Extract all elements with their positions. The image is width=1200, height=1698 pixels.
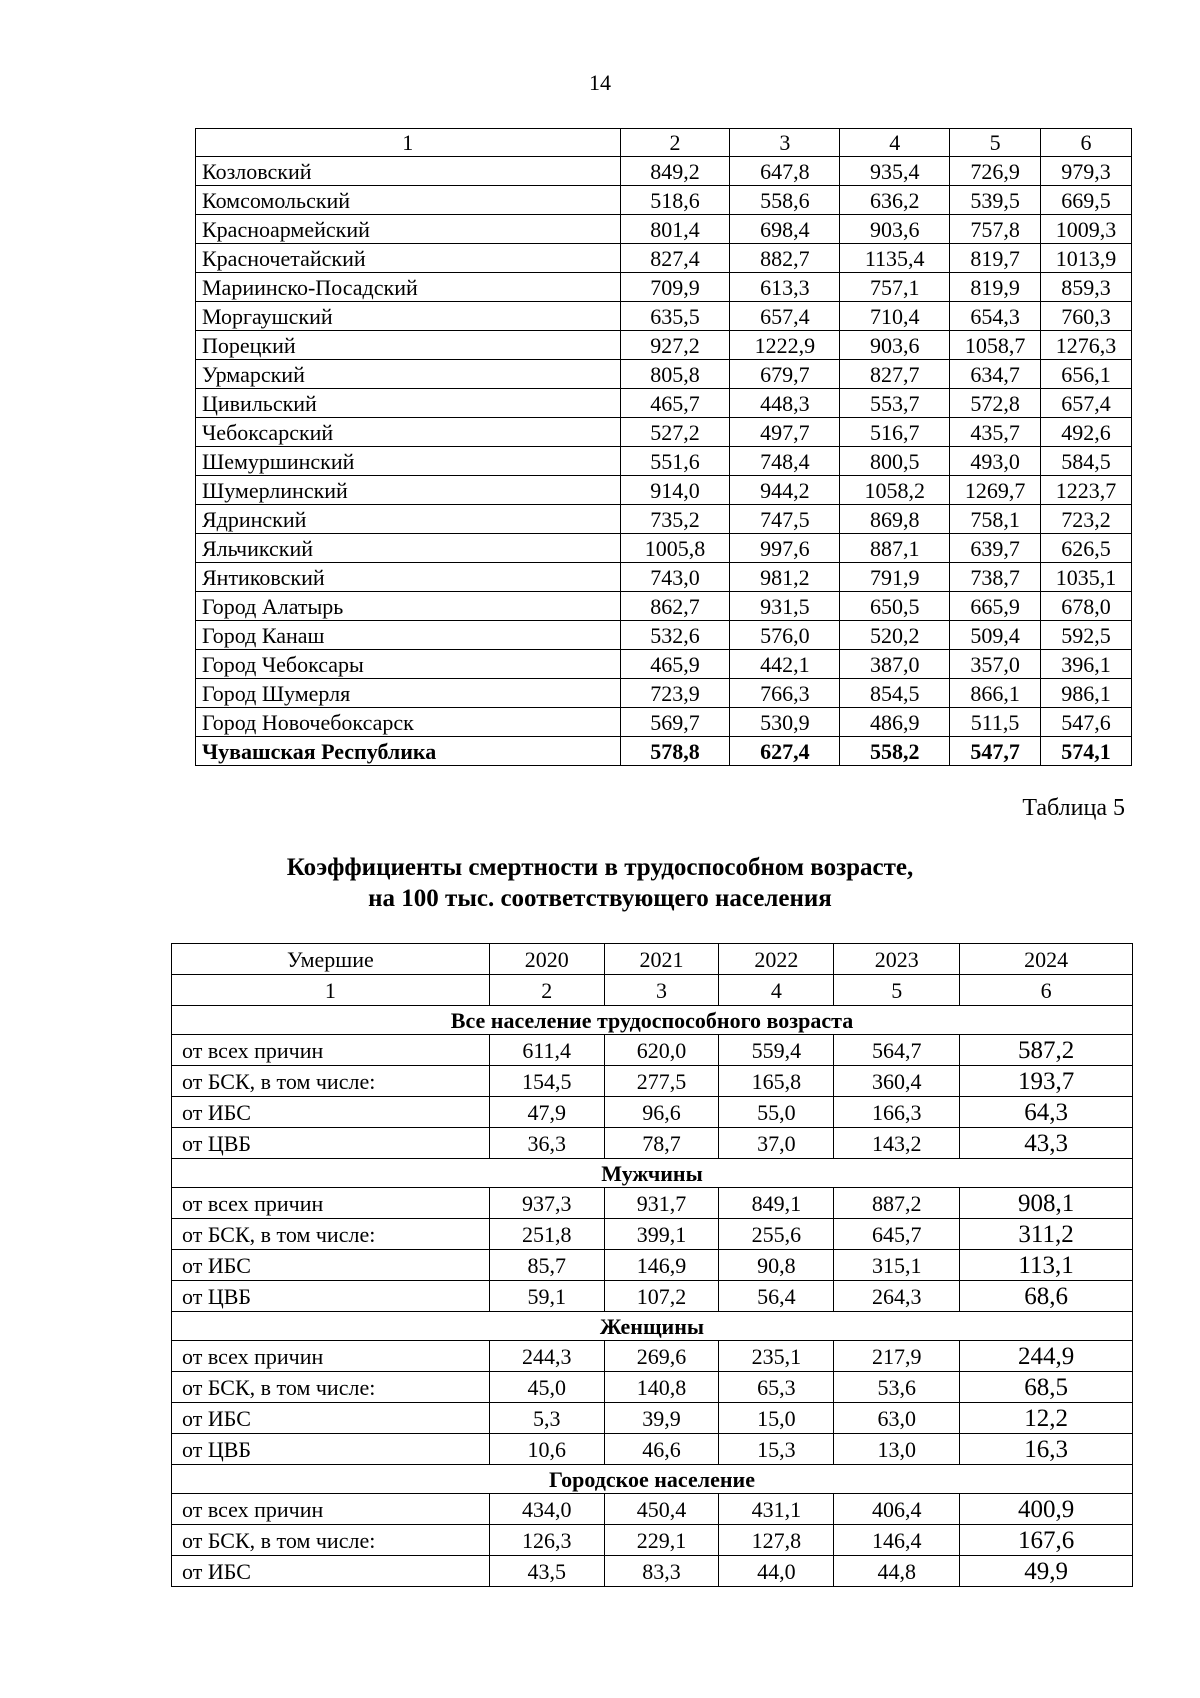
value-cell: 493,0 bbox=[950, 447, 1041, 476]
value-cell: 85,7 bbox=[489, 1250, 604, 1281]
value-cell: 64,3 bbox=[960, 1097, 1133, 1128]
value-cell: 914,0 bbox=[620, 476, 730, 505]
column-number: 1 bbox=[172, 975, 490, 1006]
table-row bbox=[172, 1128, 1133, 1159]
value-cell: 56,4 bbox=[719, 1281, 834, 1312]
section-title: Женщины bbox=[172, 1312, 1133, 1341]
value-cell: 68,6 bbox=[960, 1281, 1133, 1312]
value-cell: 360,4 bbox=[834, 1066, 960, 1097]
table-row bbox=[172, 1556, 1133, 1587]
value-cell: 44,8 bbox=[834, 1556, 960, 1587]
value-cell: 564,7 bbox=[834, 1035, 960, 1066]
value-cell: 645,7 bbox=[834, 1219, 960, 1250]
value-cell: 518,6 bbox=[620, 186, 730, 215]
value-cell: 709,9 bbox=[620, 273, 730, 302]
district-name: Урмарский bbox=[196, 360, 621, 389]
value-cell: 167,6 bbox=[960, 1525, 1133, 1556]
table-row bbox=[172, 1403, 1133, 1434]
district-name: Комсомольский bbox=[196, 186, 621, 215]
value-cell: 869,8 bbox=[840, 505, 950, 534]
value-cell: 650,5 bbox=[840, 592, 950, 621]
value-cell: 927,2 bbox=[620, 331, 730, 360]
value-cell: 431,1 bbox=[719, 1494, 834, 1525]
value-cell: 944,2 bbox=[730, 476, 840, 505]
value-cell: 559,4 bbox=[719, 1035, 834, 1066]
value-cell: 935,4 bbox=[840, 157, 950, 186]
district-name: Шемуршинский bbox=[196, 447, 621, 476]
value-cell: 399,1 bbox=[604, 1219, 719, 1250]
table-row bbox=[196, 505, 1132, 534]
column-header: 2022 bbox=[719, 944, 834, 975]
table-row bbox=[196, 650, 1132, 679]
value-cell: 634,7 bbox=[950, 360, 1041, 389]
value-cell: 83,3 bbox=[604, 1556, 719, 1587]
value-cell: 357,0 bbox=[950, 650, 1041, 679]
value-cell: 678,0 bbox=[1041, 592, 1132, 621]
table-row bbox=[172, 1066, 1133, 1097]
section-header-row bbox=[172, 1006, 1133, 1035]
district-name: Мариинско-Посадский bbox=[196, 273, 621, 302]
value-cell: 743,0 bbox=[620, 563, 730, 592]
value-cell: 15,3 bbox=[719, 1434, 834, 1465]
table-row bbox=[196, 360, 1132, 389]
district-name: Город Канаш bbox=[196, 621, 621, 650]
district-name: Цивильский bbox=[196, 389, 621, 418]
value-cell: 396,1 bbox=[1041, 650, 1132, 679]
value-cell: 45,0 bbox=[489, 1372, 604, 1403]
value-cell: 10,6 bbox=[489, 1434, 604, 1465]
district-name: Янтиковский bbox=[196, 563, 621, 592]
district-name: Город Чебоксары bbox=[196, 650, 621, 679]
value-cell: 107,2 bbox=[604, 1281, 719, 1312]
value-cell: 434,0 bbox=[489, 1494, 604, 1525]
value-cell: 55,0 bbox=[719, 1097, 834, 1128]
value-cell: 43,3 bbox=[960, 1128, 1133, 1159]
table-row bbox=[172, 1341, 1133, 1372]
value-cell: 1009,3 bbox=[1041, 215, 1132, 244]
value-cell: 140,8 bbox=[604, 1372, 719, 1403]
table-title bbox=[0, 852, 1200, 914]
value-cell: 530,9 bbox=[730, 708, 840, 737]
table-row bbox=[196, 389, 1132, 418]
value-cell: 849,2 bbox=[620, 157, 730, 186]
cause-label: от ИБС bbox=[172, 1403, 490, 1434]
table-row bbox=[196, 679, 1132, 708]
value-cell: 486,9 bbox=[840, 708, 950, 737]
total-value: 627,4 bbox=[730, 737, 840, 766]
cause-label: от ИБС bbox=[172, 1556, 490, 1587]
table-row bbox=[196, 273, 1132, 302]
district-name: Козловский bbox=[196, 157, 621, 186]
value-cell: 679,7 bbox=[730, 360, 840, 389]
column-number: 2 bbox=[489, 975, 604, 1006]
mortality-table bbox=[171, 943, 1133, 1587]
value-cell: 165,8 bbox=[719, 1066, 834, 1097]
value-cell: 931,5 bbox=[730, 592, 840, 621]
value-cell: 277,5 bbox=[604, 1066, 719, 1097]
value-cell: 46,6 bbox=[604, 1434, 719, 1465]
value-cell: 620,0 bbox=[604, 1035, 719, 1066]
value-cell: 903,6 bbox=[840, 215, 950, 244]
value-cell: 251,8 bbox=[489, 1219, 604, 1250]
value-cell: 584,5 bbox=[1041, 447, 1132, 476]
value-cell: 37,0 bbox=[719, 1128, 834, 1159]
value-cell: 859,3 bbox=[1041, 273, 1132, 302]
value-cell: 406,4 bbox=[834, 1494, 960, 1525]
section-header-row bbox=[172, 1312, 1133, 1341]
table-row bbox=[196, 534, 1132, 563]
value-cell: 497,7 bbox=[730, 418, 840, 447]
value-cell: 1005,8 bbox=[620, 534, 730, 563]
value-cell: 539,5 bbox=[950, 186, 1041, 215]
district-name: Моргаушский bbox=[196, 302, 621, 331]
value-cell: 311,2 bbox=[960, 1219, 1133, 1250]
cause-label: от БСК, в том числе: bbox=[172, 1372, 490, 1403]
value-cell: 849,1 bbox=[719, 1188, 834, 1219]
value-cell: 43,5 bbox=[489, 1556, 604, 1587]
value-cell: 193,7 bbox=[960, 1066, 1133, 1097]
column-number: 2 bbox=[620, 129, 730, 157]
column-header: Умершие bbox=[172, 944, 490, 975]
value-cell: 636,2 bbox=[840, 186, 950, 215]
cause-label: от БСК, в том числе: bbox=[172, 1525, 490, 1556]
column-number-row bbox=[172, 975, 1133, 1006]
value-cell: 723,2 bbox=[1041, 505, 1132, 534]
column-header: 2023 bbox=[834, 944, 960, 975]
value-cell: 613,3 bbox=[730, 273, 840, 302]
table-row bbox=[196, 418, 1132, 447]
table-header-row bbox=[196, 129, 1132, 157]
table-row bbox=[172, 1494, 1133, 1525]
section-header-row bbox=[172, 1465, 1133, 1494]
cause-label: от ЦВБ bbox=[172, 1128, 490, 1159]
value-cell: 435,7 bbox=[950, 418, 1041, 447]
value-cell: 757,8 bbox=[950, 215, 1041, 244]
column-number: 5 bbox=[834, 975, 960, 1006]
value-cell: 657,4 bbox=[730, 302, 840, 331]
value-cell: 747,5 bbox=[730, 505, 840, 534]
value-cell: 639,7 bbox=[950, 534, 1041, 563]
value-cell: 264,3 bbox=[834, 1281, 960, 1312]
value-cell: 805,8 bbox=[620, 360, 730, 389]
section-header-row bbox=[172, 1159, 1133, 1188]
value-cell: 931,7 bbox=[604, 1188, 719, 1219]
value-cell: 5,3 bbox=[489, 1403, 604, 1434]
value-cell: 656,1 bbox=[1041, 360, 1132, 389]
table-row bbox=[196, 708, 1132, 737]
cause-label: от всех причин bbox=[172, 1341, 490, 1372]
value-cell: 1269,7 bbox=[950, 476, 1041, 505]
table-row bbox=[172, 1250, 1133, 1281]
table-row bbox=[196, 244, 1132, 273]
value-cell: 154,5 bbox=[489, 1066, 604, 1097]
value-cell: 760,3 bbox=[1041, 302, 1132, 331]
value-cell: 44,0 bbox=[719, 1556, 834, 1587]
value-cell: 442,1 bbox=[730, 650, 840, 679]
value-cell: 465,9 bbox=[620, 650, 730, 679]
value-cell: 269,6 bbox=[604, 1341, 719, 1372]
table-row bbox=[196, 215, 1132, 244]
table-row bbox=[172, 1097, 1133, 1128]
column-number: 4 bbox=[719, 975, 834, 1006]
value-cell: 465,7 bbox=[620, 389, 730, 418]
table-row bbox=[196, 621, 1132, 650]
value-cell: 527,2 bbox=[620, 418, 730, 447]
value-cell: 90,8 bbox=[719, 1250, 834, 1281]
table-row bbox=[172, 1035, 1133, 1066]
value-cell: 166,3 bbox=[834, 1097, 960, 1128]
district-name: Ядринский bbox=[196, 505, 621, 534]
table-title-line-2: на 100 тыс. соответствующего населения bbox=[368, 885, 832, 912]
value-cell: 1222,9 bbox=[730, 331, 840, 360]
table-row bbox=[172, 1188, 1133, 1219]
value-cell: 49,9 bbox=[960, 1556, 1133, 1587]
table-row bbox=[196, 157, 1132, 186]
table-row bbox=[196, 302, 1132, 331]
value-cell: 127,8 bbox=[719, 1525, 834, 1556]
cause-label: от ЦВБ bbox=[172, 1434, 490, 1465]
value-cell: 937,3 bbox=[489, 1188, 604, 1219]
value-cell: 587,2 bbox=[960, 1035, 1133, 1066]
value-cell: 986,1 bbox=[1041, 679, 1132, 708]
value-cell: 800,5 bbox=[840, 447, 950, 476]
value-cell: 16,3 bbox=[960, 1434, 1133, 1465]
table-row bbox=[196, 592, 1132, 621]
cause-label: от всех причин bbox=[172, 1494, 490, 1525]
page-number: 14 bbox=[589, 70, 611, 95]
value-cell: 669,5 bbox=[1041, 186, 1132, 215]
column-number: 6 bbox=[1041, 129, 1132, 157]
table-caption: Таблица 5 bbox=[1022, 795, 1125, 821]
district-name: Город Алатырь bbox=[196, 592, 621, 621]
value-cell: 551,6 bbox=[620, 447, 730, 476]
value-cell: 654,3 bbox=[950, 302, 1041, 331]
table-row bbox=[172, 1219, 1133, 1250]
total-value: 547,7 bbox=[950, 737, 1041, 766]
cause-label: от всех причин bbox=[172, 1188, 490, 1219]
value-cell: 635,5 bbox=[620, 302, 730, 331]
value-cell: 558,6 bbox=[730, 186, 840, 215]
column-header: 2021 bbox=[604, 944, 719, 975]
district-name: Чебоксарский bbox=[196, 418, 621, 447]
value-cell: 572,8 bbox=[950, 389, 1041, 418]
district-name: Красночетайский bbox=[196, 244, 621, 273]
table-row bbox=[196, 447, 1132, 476]
district-name: Яльчикский bbox=[196, 534, 621, 563]
total-value: 558,2 bbox=[840, 737, 950, 766]
table-row bbox=[196, 476, 1132, 505]
cause-label: от всех причин bbox=[172, 1035, 490, 1066]
value-cell: 12,2 bbox=[960, 1403, 1133, 1434]
table-row bbox=[172, 1434, 1133, 1465]
column-number: 3 bbox=[604, 975, 719, 1006]
value-cell: 827,7 bbox=[840, 360, 950, 389]
value-cell: 255,6 bbox=[719, 1219, 834, 1250]
value-cell: 862,7 bbox=[620, 592, 730, 621]
value-cell: 63,0 bbox=[834, 1403, 960, 1434]
cause-label: от БСК, в том числе: bbox=[172, 1066, 490, 1097]
section-title: Мужчины bbox=[172, 1159, 1133, 1188]
value-cell: 887,1 bbox=[840, 534, 950, 563]
value-cell: 979,3 bbox=[1041, 157, 1132, 186]
value-cell: 866,1 bbox=[950, 679, 1041, 708]
district-name: Порецкий bbox=[196, 331, 621, 360]
value-cell: 738,7 bbox=[950, 563, 1041, 592]
value-cell: 766,3 bbox=[730, 679, 840, 708]
value-cell: 146,4 bbox=[834, 1525, 960, 1556]
value-cell: 509,4 bbox=[950, 621, 1041, 650]
section-title: Городское население bbox=[172, 1465, 1133, 1494]
table-title-line-1: Коэффициенты смертности в трудоспособном возрасте, bbox=[286, 854, 914, 881]
table-header-row bbox=[172, 944, 1133, 975]
value-cell: 387,0 bbox=[840, 650, 950, 679]
total-name: Чувашская Республика bbox=[196, 737, 621, 766]
value-cell: 96,6 bbox=[604, 1097, 719, 1128]
value-cell: 981,2 bbox=[730, 563, 840, 592]
district-name: Красноармейский bbox=[196, 215, 621, 244]
column-number: 6 bbox=[960, 975, 1133, 1006]
cause-label: от БСК, в том числе: bbox=[172, 1219, 490, 1250]
table-row bbox=[172, 1525, 1133, 1556]
value-cell: 36,3 bbox=[489, 1128, 604, 1159]
value-cell: 492,6 bbox=[1041, 418, 1132, 447]
value-cell: 229,1 bbox=[604, 1525, 719, 1556]
table-row bbox=[172, 1281, 1133, 1312]
value-cell: 1058,7 bbox=[950, 331, 1041, 360]
value-cell: 1223,7 bbox=[1041, 476, 1132, 505]
value-cell: 698,4 bbox=[730, 215, 840, 244]
total-value: 578,8 bbox=[620, 737, 730, 766]
value-cell: 516,7 bbox=[840, 418, 950, 447]
value-cell: 735,2 bbox=[620, 505, 730, 534]
table-row bbox=[172, 1372, 1133, 1403]
value-cell: 882,7 bbox=[730, 244, 840, 273]
value-cell: 450,4 bbox=[604, 1494, 719, 1525]
value-cell: 887,2 bbox=[834, 1188, 960, 1219]
value-cell: 657,4 bbox=[1041, 389, 1132, 418]
column-number: 4 bbox=[840, 129, 950, 157]
value-cell: 801,4 bbox=[620, 215, 730, 244]
value-cell: 532,6 bbox=[620, 621, 730, 650]
value-cell: 448,3 bbox=[730, 389, 840, 418]
total-row bbox=[196, 737, 1132, 766]
value-cell: 726,9 bbox=[950, 157, 1041, 186]
value-cell: 1276,3 bbox=[1041, 331, 1132, 360]
value-cell: 576,0 bbox=[730, 621, 840, 650]
value-cell: 665,9 bbox=[950, 592, 1041, 621]
value-cell: 997,6 bbox=[730, 534, 840, 563]
value-cell: 235,1 bbox=[719, 1341, 834, 1372]
value-cell: 1035,1 bbox=[1041, 563, 1132, 592]
column-header: 2024 bbox=[960, 944, 1133, 975]
total-value: 574,1 bbox=[1041, 737, 1132, 766]
value-cell: 903,6 bbox=[840, 331, 950, 360]
value-cell: 59,1 bbox=[489, 1281, 604, 1312]
value-cell: 1013,9 bbox=[1041, 244, 1132, 273]
value-cell: 553,7 bbox=[840, 389, 950, 418]
value-cell: 569,7 bbox=[620, 708, 730, 737]
value-cell: 39,9 bbox=[604, 1403, 719, 1434]
district-name: Город Новочебоксарск bbox=[196, 708, 621, 737]
value-cell: 827,4 bbox=[620, 244, 730, 273]
district-name: Город Шумерля bbox=[196, 679, 621, 708]
district-name: Шумерлинский bbox=[196, 476, 621, 505]
value-cell: 47,9 bbox=[489, 1097, 604, 1128]
value-cell: 1135,4 bbox=[840, 244, 950, 273]
value-cell: 143,2 bbox=[834, 1128, 960, 1159]
table-row bbox=[196, 331, 1132, 360]
value-cell: 217,9 bbox=[834, 1341, 960, 1372]
value-cell: 758,1 bbox=[950, 505, 1041, 534]
value-cell: 547,6 bbox=[1041, 708, 1132, 737]
value-cell: 315,1 bbox=[834, 1250, 960, 1281]
value-cell: 723,9 bbox=[620, 679, 730, 708]
value-cell: 244,3 bbox=[489, 1341, 604, 1372]
cause-label: от ИБС bbox=[172, 1097, 490, 1128]
column-number: 5 bbox=[950, 129, 1041, 157]
value-cell: 626,5 bbox=[1041, 534, 1132, 563]
value-cell: 244,9 bbox=[960, 1341, 1133, 1372]
column-number: 3 bbox=[730, 129, 840, 157]
value-cell: 520,2 bbox=[840, 621, 950, 650]
value-cell: 78,7 bbox=[604, 1128, 719, 1159]
value-cell: 511,5 bbox=[950, 708, 1041, 737]
value-cell: 710,4 bbox=[840, 302, 950, 331]
value-cell: 592,5 bbox=[1041, 621, 1132, 650]
value-cell: 53,6 bbox=[834, 1372, 960, 1403]
value-cell: 819,9 bbox=[950, 273, 1041, 302]
value-cell: 757,1 bbox=[840, 273, 950, 302]
cause-label: от ИБС bbox=[172, 1250, 490, 1281]
value-cell: 791,9 bbox=[840, 563, 950, 592]
value-cell: 126,3 bbox=[489, 1525, 604, 1556]
value-cell: 611,4 bbox=[489, 1035, 604, 1066]
cause-label: от ЦВБ bbox=[172, 1281, 490, 1312]
value-cell: 400,9 bbox=[960, 1494, 1133, 1525]
value-cell: 13,0 bbox=[834, 1434, 960, 1465]
section-title: Все население трудоспособного возраста bbox=[172, 1006, 1133, 1035]
value-cell: 15,0 bbox=[719, 1403, 834, 1434]
district-table bbox=[195, 128, 1132, 766]
value-cell: 68,5 bbox=[960, 1372, 1133, 1403]
value-cell: 146,9 bbox=[604, 1250, 719, 1281]
value-cell: 113,1 bbox=[960, 1250, 1133, 1281]
table-row bbox=[196, 563, 1132, 592]
column-header: 2020 bbox=[489, 944, 604, 975]
value-cell: 647,8 bbox=[730, 157, 840, 186]
value-cell: 748,4 bbox=[730, 447, 840, 476]
column-number: 1 bbox=[196, 129, 621, 157]
value-cell: 1058,2 bbox=[840, 476, 950, 505]
value-cell: 819,7 bbox=[950, 244, 1041, 273]
table-row bbox=[196, 186, 1132, 215]
value-cell: 854,5 bbox=[840, 679, 950, 708]
value-cell: 908,1 bbox=[960, 1188, 1133, 1219]
value-cell: 65,3 bbox=[719, 1372, 834, 1403]
